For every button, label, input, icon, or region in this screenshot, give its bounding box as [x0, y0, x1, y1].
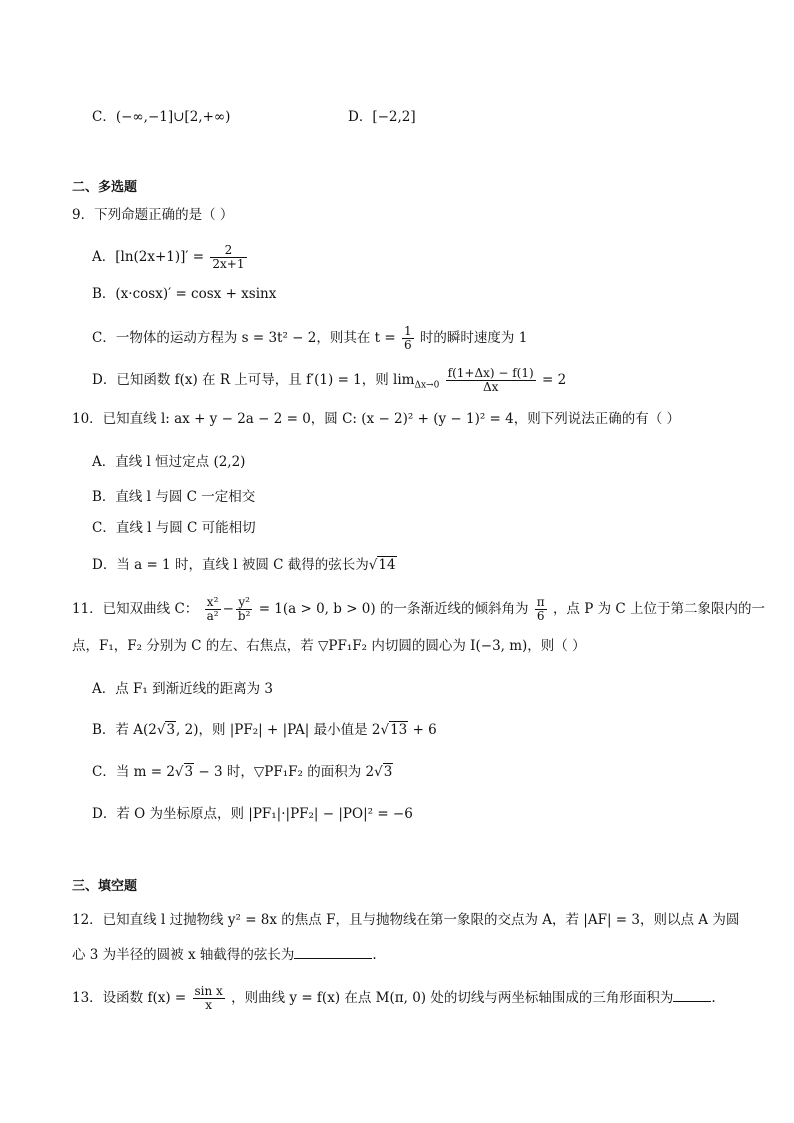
- q13-pre: 13．设函数 f(x) =: [72, 990, 187, 1006]
- q13-post: ，则曲线 y = f(x) 在点 M(π, 0) 处的切线与两坐标轴围成的三角形面积为: [231, 990, 674, 1006]
- q9-a-prefix: A．[ln(2x+1)]′ =: [92, 249, 205, 265]
- q10-option-d: D．当 a = 1 时，直线 l 被圆 C 截得的弦长为√14: [92, 557, 396, 573]
- q11-option-b: B．若 A(2√3, 2)，则 |PF₂| + |PA| 最小值是 2√13 + 6: [92, 722, 437, 738]
- q11-pi-denominator: 6: [536, 609, 545, 623]
- q9-d-post: = 2: [541, 372, 567, 388]
- q11-stem-post: ，点 P 为 C 上位于第二象限内的一: [552, 601, 766, 617]
- q11-c-root1: 3: [184, 764, 194, 780]
- q9-c-denominator: 6: [403, 338, 412, 352]
- q10-option-b: B．直线 l 与圆 C 一定相交: [92, 489, 256, 505]
- q11-c-pre: C．当 m = 2: [92, 764, 175, 780]
- q12-line2: [72, 944, 377, 965]
- q9-option-b: B．(x·cosx)′ = cosx + xsinx: [92, 286, 277, 302]
- q9-a-denominator: 2x+1: [212, 257, 245, 271]
- q10-stem: 10．已知直线 l: ax + y − 2a − 2 = 0，圆 C: (x − 2)² + (y − 1)² = 4，则下列说法正确的有（ ）: [72, 411, 681, 427]
- q11-stem-line1: [72, 596, 765, 623]
- q9-c-numerator: 1: [403, 324, 412, 338]
- q11-y-denominator: b²: [237, 609, 251, 623]
- q9-a-numerator: 2: [210, 244, 246, 258]
- q11-y-fraction: [236, 596, 253, 623]
- q9-option-d: [92, 367, 566, 396]
- q11-b-mid: , 2)，则 |PF₂| + |PA| 最小值是 2: [176, 722, 381, 738]
- q11-b-root2: 13: [390, 722, 408, 738]
- q10-option-c: C．直线 l 与圆 C 可能相切: [92, 520, 256, 536]
- q9-c-fraction: [402, 325, 414, 352]
- q11-y-numerator: y²: [236, 596, 253, 610]
- q11-b-pre: B．若 A(2: [92, 722, 157, 738]
- q11-option-c: C．当 m = 2√3 − 3 时，▽PF₁F₂ 的面积为 2√3: [92, 764, 393, 780]
- q13-end: .: [711, 990, 716, 1006]
- q9-a-fraction: [210, 244, 246, 271]
- q9-stem: 9．下列命题正确的是（ ）: [72, 207, 234, 223]
- q13-denominator: x: [205, 998, 213, 1012]
- q11-pi-numerator: π: [536, 595, 545, 609]
- q9-d-denominator: Δx: [482, 380, 499, 394]
- q12-line2-post: .: [372, 947, 377, 963]
- q11-b-root1: 3: [166, 722, 176, 738]
- q12-line2-pre: 心 3 为半径的圆被 x 轴截得的弦长为: [72, 947, 295, 963]
- q11-x-denominator: a²: [206, 609, 219, 623]
- q9-c-pre: C．一物体的运动方程为 s = 3t² − 2，则其在 t =: [92, 330, 396, 346]
- q9-d-pre: D．已知函数 f(x) 在 R 上可导，且 f′(1) = 1，则 lim: [92, 372, 415, 388]
- section-multiple-choice-heading: 二、多选题: [72, 180, 138, 195]
- q11-option-d: D．若 O 为坐标原点，则 |PF₁|·|PF₂| − |PO|² = −6: [92, 806, 413, 822]
- q9-d-limit-sub: Δx→0: [414, 380, 440, 391]
- q11-option-a: A．点 F₁ 到渐近线的距离为 3: [92, 681, 273, 697]
- q11-stem-pre: 11．已知双曲线 C：: [72, 601, 199, 617]
- q11-stem-line2: 点，F₁，F₂ 分别为 C 的左、右焦点，若 ▽PF₁F₂ 内切圆的圆心为 I(−3, m)，则（ ）: [72, 638, 586, 654]
- q10-option-a: A．直线 l 恒过定点 (2,2): [92, 454, 246, 470]
- q13-fraction: [193, 985, 225, 1012]
- q11-pi-fraction: [535, 596, 547, 623]
- q9-option-c: [92, 325, 527, 352]
- q11-b-post: + 6: [408, 722, 437, 738]
- q9-c-post: 时的瞬时速度为 1: [419, 330, 528, 346]
- q11-x-numerator: x²: [205, 596, 221, 610]
- q10-d-pre: D．当 a = 1 时，直线 l 被圆 C 截得的弦长为: [92, 557, 369, 573]
- q12-answer-blank[interactable]: [294, 944, 372, 959]
- q11-c-mid: − 3 时，▽PF₁F₂ 的面积为 2: [194, 764, 375, 780]
- q8-option-d: D．[−2,2]: [348, 109, 416, 125]
- q11-x-fraction: [205, 596, 221, 623]
- q11-c-root2: 3: [383, 764, 393, 780]
- q10-d-radicand: 14: [378, 557, 396, 573]
- q13-answer-blank[interactable]: [673, 987, 711, 1002]
- q11-minus: −: [222, 601, 234, 617]
- q11-stem-mid: = 1(a > 0, b > 0) 的一条渐近线的倾斜角为: [258, 601, 529, 617]
- q13-numerator: sin x: [194, 984, 223, 998]
- q9-d-numerator: f(1+Δx) − f(1): [447, 366, 534, 380]
- q13-line: [72, 985, 716, 1012]
- section-fill-in-heading: 三、填空题: [72, 879, 138, 894]
- q8-option-c: C．(−∞,−1]∪[2,+∞): [92, 109, 231, 125]
- q9-option-a: [92, 244, 249, 271]
- q9-d-fraction: [446, 367, 536, 394]
- q12-line1: 12．已知直线 l 过抛物线 y² = 8x 的焦点 F，且与抛物线在第一象限的交点为 A，若 |AF| = 3，则以点 A 为圆: [72, 912, 740, 928]
